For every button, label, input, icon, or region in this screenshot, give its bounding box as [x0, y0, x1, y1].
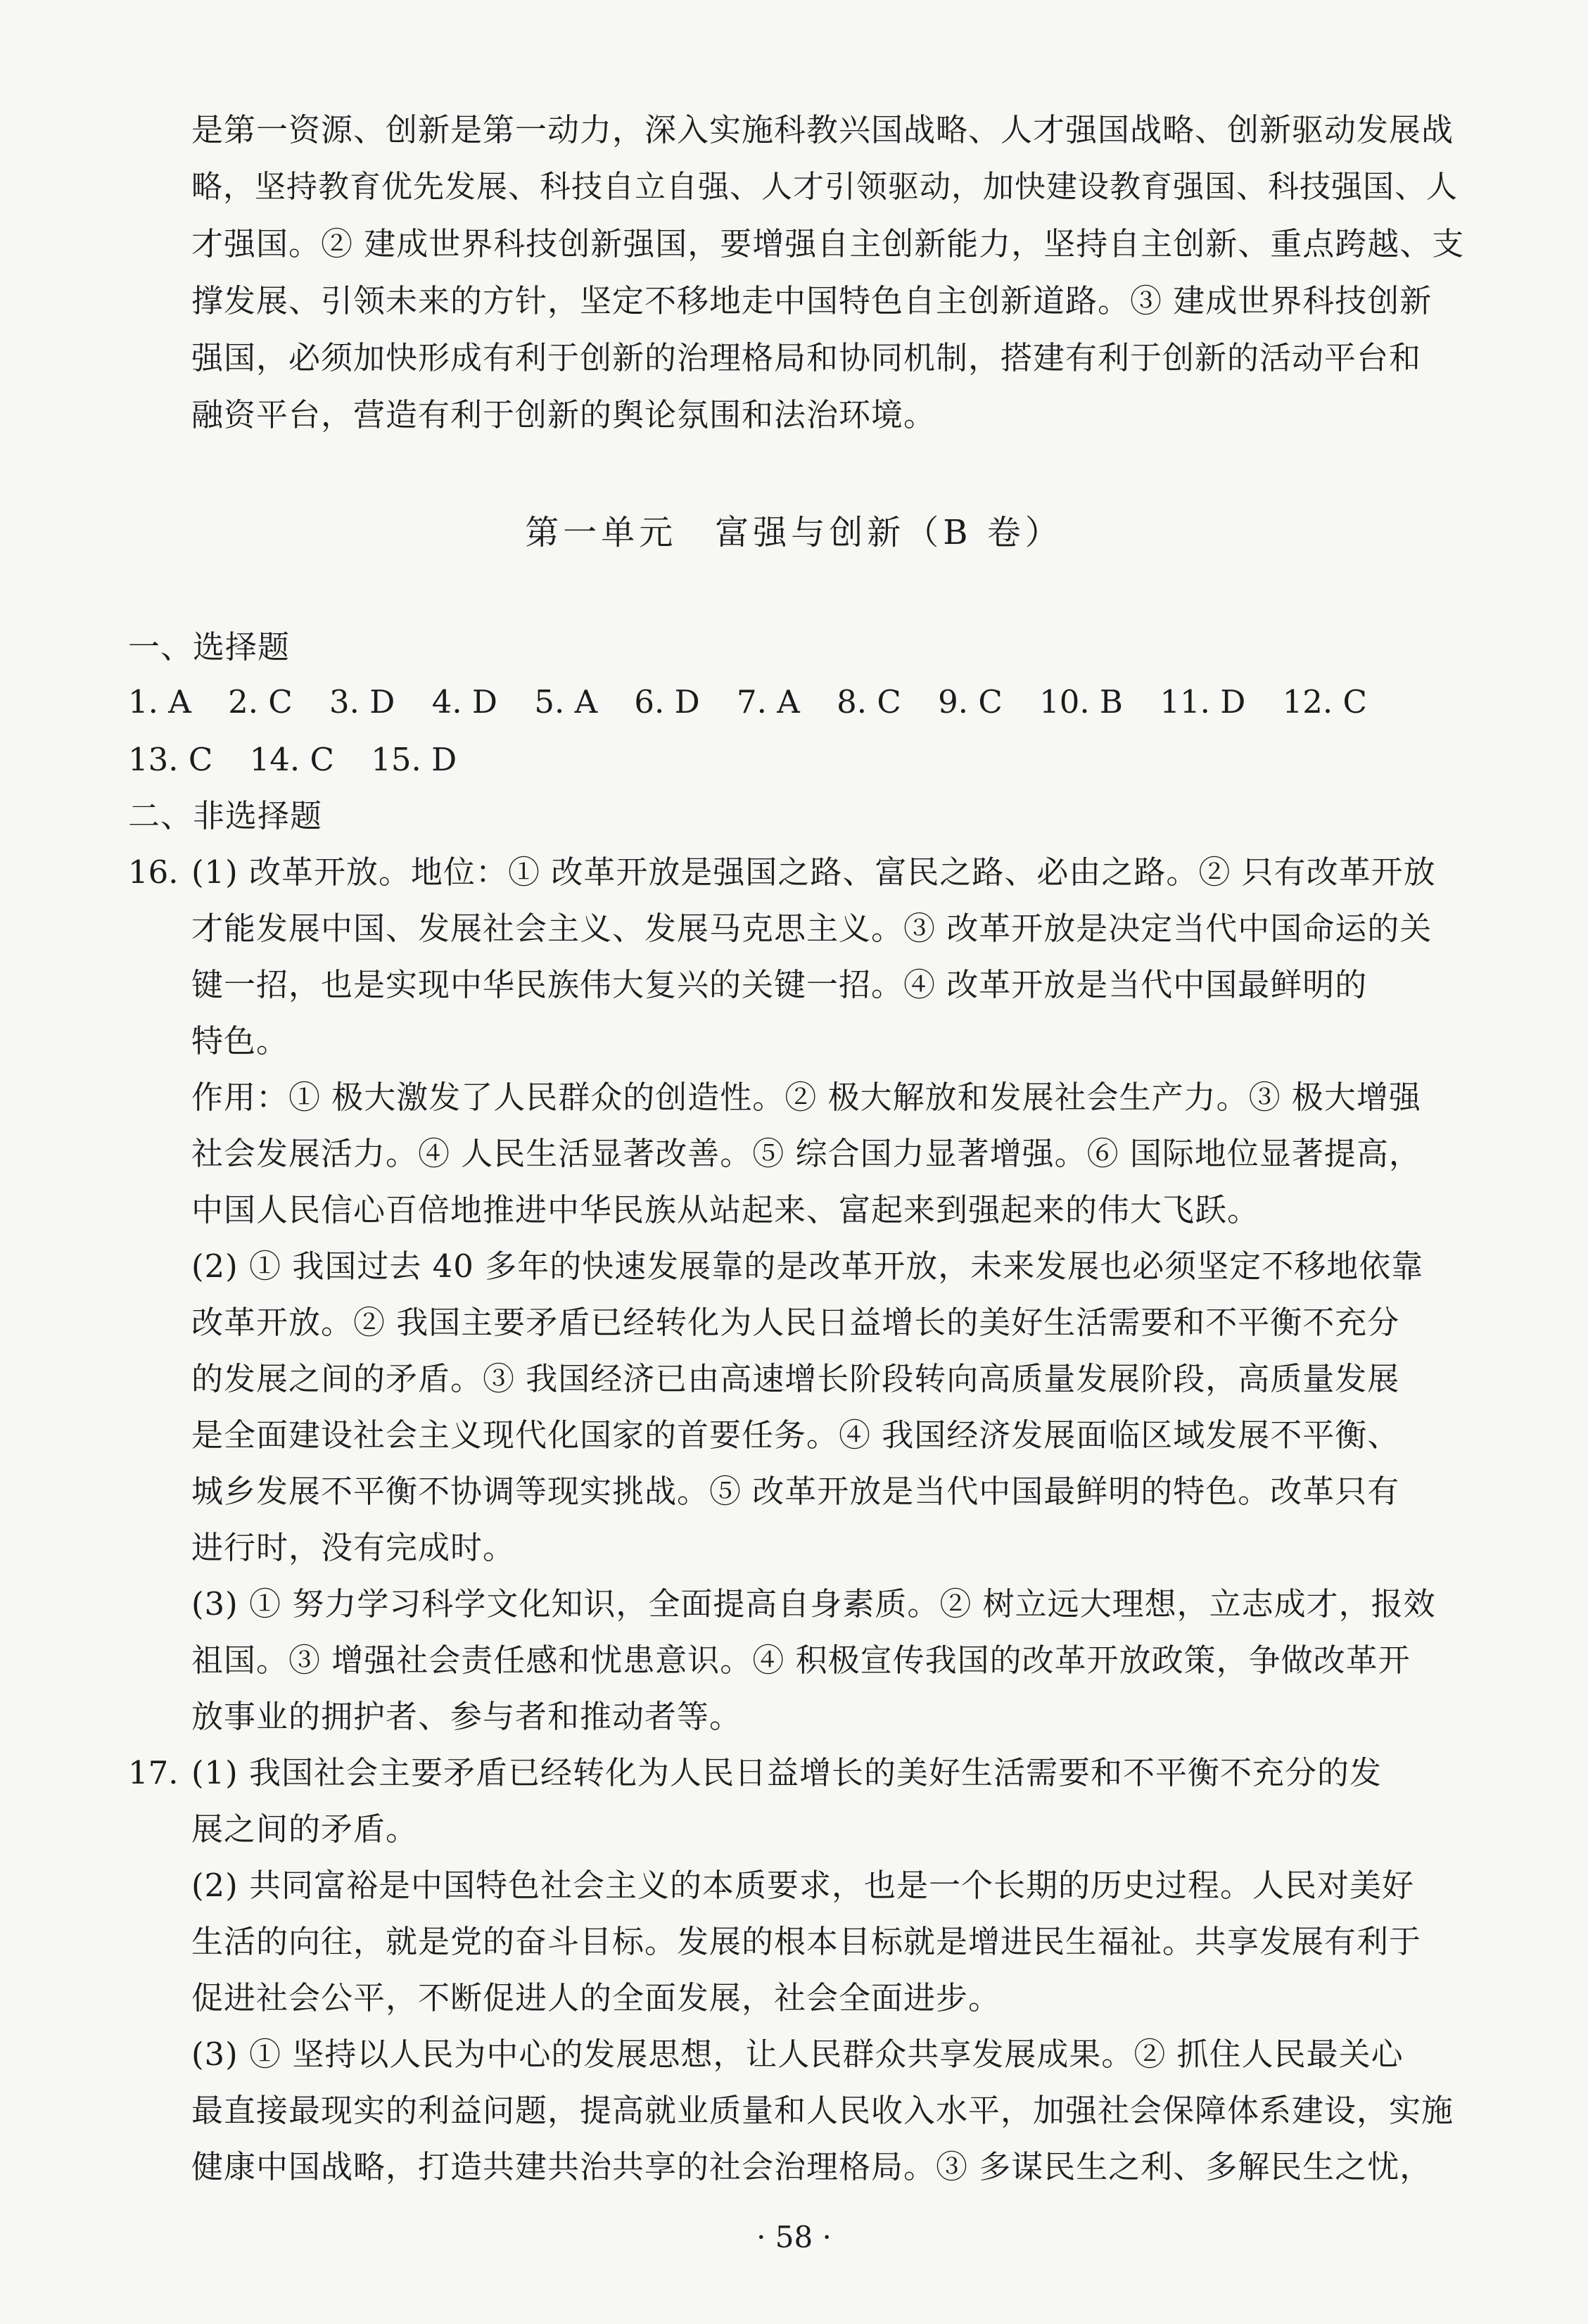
intro-line-3: 才强国。② 建成世界科技创新强国，要增强自主创新能力，坚持自主创新、重点跨越、支 [191, 225, 1465, 262]
mc-answer: 13. C [128, 741, 213, 778]
q17-line: 展之间的矛盾。 [191, 1810, 419, 1848]
mc-answers-row-2 [128, 739, 483, 781]
mc-answer: 3. D [329, 683, 395, 720]
mc-answer: 4. D [431, 683, 498, 720]
q17-line: (1) 我国社会主要矛盾已经转化为人民日益增长的美好生活需要和不平衡不充分的发 [191, 1754, 1383, 1791]
q16-line: 作用：① 极大激发了人民群众的创造性。② 极大解放和发展社会生产力。③ 极大增强 [191, 1079, 1421, 1116]
q16-line: 的发展之间的矛盾。③ 我国经济已由高速增长阶段转向高质量发展阶段，高质量发展 [191, 1360, 1400, 1397]
q16-line: 中国人民信心百倍地推进中华民族从站起来、富起来到强起来的伟大飞跃。 [191, 1191, 1260, 1228]
mc-answer: 11. D [1160, 683, 1246, 720]
q16-line: 社会发展活力。④ 人民生活显著改善。⑤ 综合国力显著增强。⑥ 国际地位显著提高， [191, 1135, 1421, 1172]
intro-line-2: 略，坚持教育优先发展、科技自立自强、人才引领驱动，加快建设教育强国、科技强国、人 [191, 169, 1458, 205]
q17-line: 最直接最现实的利益问题，提高就业质量和人民收入水平，加强社会保障体系建设，实施 [191, 2092, 1454, 2129]
mc-answer: 10. B [1039, 683, 1124, 720]
q16-line: 才能发展中国、发展社会主义、发展马克思主义。③ 改革开放是决定当代中国命运的关 [191, 910, 1433, 947]
mc-answer: 7. A [737, 683, 800, 720]
question-number-17: 17. [128, 1754, 179, 1791]
section-heading-choice: 一、选择题 [128, 628, 291, 666]
mc-answer: 6. D [634, 683, 700, 720]
mc-answers-row-1 [128, 681, 1394, 723]
intro-line-6: 融资平台，营造有利于创新的舆论氛围和法治环境。 [191, 396, 936, 433]
question-number-16: 16. [128, 853, 179, 891]
q16-line: 特色。 [191, 1022, 289, 1060]
q16-line: 进行时，没有完成时。 [191, 1529, 516, 1566]
mc-answer: 2. C [228, 683, 293, 720]
q16-line: 城乡发展不平衡不协调等现实挑战。⑤ 改革开放是当代中国最鲜明的特色。改革只有 [191, 1473, 1400, 1510]
mc-answer: 12. C [1282, 683, 1367, 720]
q16-line: 是全面建设社会主义现代化国家的首要任务。④ 我国经济发展面临区域发展不平衡、 [191, 1416, 1400, 1454]
intro-line-1: 是第一资源、创新是第一动力，深入实施科教兴国战略、人才强国战略、创新驱动发展战 [191, 111, 1454, 148]
unit-title: 第一单元 富强与创新（B 卷） [525, 513, 1063, 552]
q16-line: 祖国。③ 增强社会责任感和忧患意识。④ 积极宣传我国的改革开放政策，争做改革开 [191, 1642, 1411, 1679]
q16-line: 键一招，也是实现中华民族伟大复兴的关键一招。④ 改革开放是当代中国最鲜明的 [191, 966, 1368, 1003]
q17-line: (2) 共同富裕是中国特色社会主义的本质要求，也是一个长期的历史过程。人民对美好 [191, 1867, 1415, 1904]
intro-line-5: 强国，必须加快形成有利于创新的治理格局和协同机制，搭建有利于创新的活动平台和 [191, 339, 1422, 376]
q16-line: 改革开放。② 我国主要矛盾已经转化为人民日益增长的美好生活需要和不平衡不充分 [191, 1304, 1400, 1341]
q16-line: (1) 改革开放。地位：① 改革开放是强国之路、富民之路、必由之路。② 只有改革开放 [191, 853, 1436, 891]
q16-line: (3) ① 努力学习科学文化知识，全面提高自身素质。② 树立远大理想，立志成才，报效 [191, 1585, 1436, 1623]
page-number: · 58 · [756, 2220, 832, 2254]
q16-line: 放事业的拥护者、参与者和推动者等。 [191, 1698, 742, 1735]
mc-answer: 8. C [837, 683, 901, 720]
q17-line: 促进社会公平，不断促进人的全面发展，社会全面进步。 [191, 1979, 1001, 2017]
mc-answer: 1. A [128, 683, 191, 720]
mc-answer: 5. A [534, 683, 598, 720]
q17-line: 健康中国战略，打造共建共治共享的社会治理格局。③ 多谋民生之利、多解民生之忧， [191, 2148, 1433, 2185]
mc-answer: 9. C [938, 683, 1003, 720]
section-heading-nonchoice: 二、非选择题 [128, 797, 323, 834]
mc-answer: 15. D [371, 741, 457, 778]
intro-line-4: 撑发展、引领未来的方针，坚定不移地走中国特色自主创新道路。③ 建成世界科技创新 [191, 282, 1433, 319]
q17-line: (3) ① 坚持以人民为中心的发展思想，让人民群众共享发展成果。② 抓住人民最关心 [191, 2036, 1404, 2073]
mc-answer: 14. C [249, 741, 334, 778]
q17-line: 生活的向往，就是党的奋斗目标。发展的根本目标就是增进民生福祉。共享发展有利于 [191, 1923, 1422, 1960]
q16-line: (2) ① 我国过去 40 多年的快速发展靠的是改革开放，未来发展也必须坚定不移地依靠 [191, 1247, 1424, 1285]
